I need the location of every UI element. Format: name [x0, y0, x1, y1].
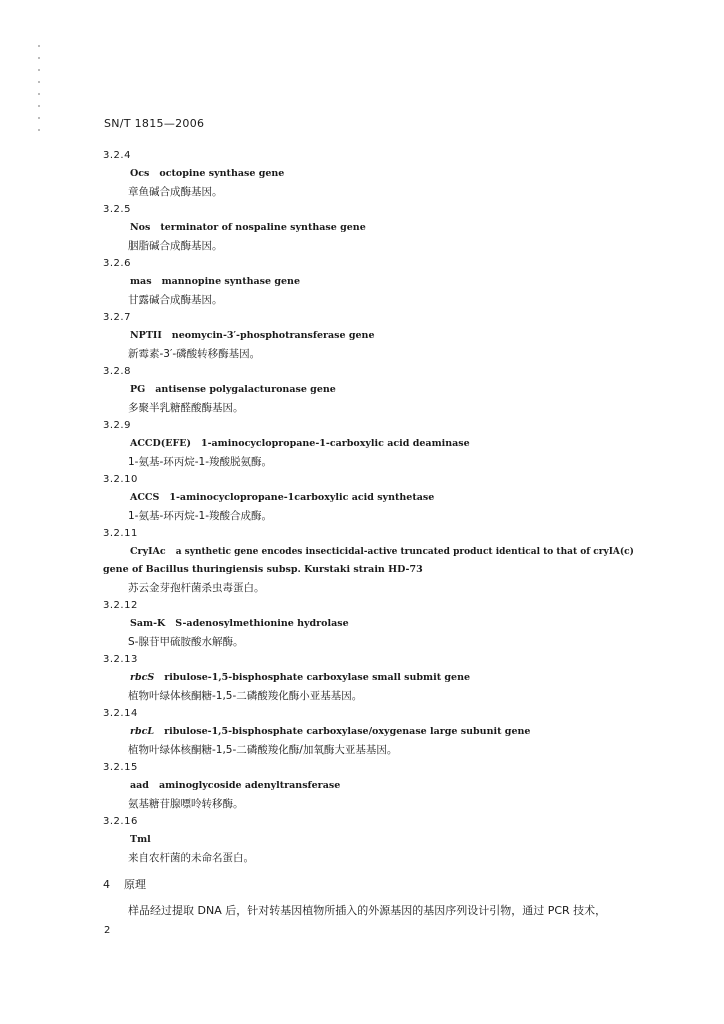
- definition-entry: [0, 813, 724, 867]
- entry-abbr: NPTII: [130, 330, 162, 341]
- entry-chinese: 植物叶绿体核酮糖-1,5-二磷酸羧化酶/加氧酶大亚基基因。: [128, 744, 398, 756]
- entry-english: [0, 543, 724, 561]
- entry-english: [0, 165, 724, 183]
- entry-number: 3.2.8: [103, 366, 131, 377]
- entry-chinese: 多聚半乳糖醛酸酶基因。: [128, 402, 244, 414]
- entry-chinese: 植物叶绿体核酮糖-1,5-二磷酸羧化酶小亚基基因。: [128, 690, 363, 702]
- entry-number: 3.2.11: [103, 528, 138, 539]
- entry-term: ribulose-1,5-bisphosphate carboxylase small submit gene: [164, 672, 471, 683]
- definition-entry-cry: [0, 525, 724, 597]
- standard-code-header: SN/T 1815—2006: [104, 117, 205, 130]
- definition-entry: [0, 255, 724, 309]
- entry-chinese: 苏云金芽孢杆菌杀虫毒蛋白。: [128, 582, 265, 594]
- entry-english: [0, 669, 724, 687]
- definition-entry: [0, 759, 724, 813]
- entry-english: [0, 381, 724, 399]
- entry-number: 3.2.10: [103, 474, 138, 485]
- entry-chinese: 氨基糖苷腺嘌呤转移酶。: [128, 798, 244, 810]
- binding-marks: [38, 45, 40, 155]
- entry-term-line2: gene of Bacillus thuringiensis subsp. Kurstaki strain HD-73: [103, 564, 423, 575]
- entry-chinese: 1-氨基-环丙烷-1-羧酸脱氨酶。: [128, 456, 273, 468]
- entry-chinese: 1-氨基-环丙烷-1-羧酸合成酶。: [128, 510, 273, 522]
- page-number: 2: [104, 925, 111, 936]
- principle-paragraph: 样品经过提取 DNA 后，针对转基因植物所插入的外源基因的基因序列设计引物，通过 PCR 技术，: [128, 904, 607, 917]
- entry-chinese: 甘露碱合成酶基因。: [128, 294, 223, 306]
- entry-chinese: 胭脂碱合成酶基因。: [128, 240, 223, 252]
- entry-english: [0, 219, 724, 237]
- entry-term: octopine synthase gene: [159, 168, 285, 179]
- entry-number: 3.2.14: [103, 708, 138, 719]
- entry-chinese: 章鱼碱合成酶基因。: [128, 186, 223, 198]
- entry-english: [0, 831, 724, 849]
- entry-term: S-adenosylmethionine hydrolase: [175, 618, 349, 629]
- definition-entry: [0, 309, 724, 363]
- entry-number: 3.2.15: [103, 762, 138, 773]
- entry-abbr: aad: [130, 780, 149, 791]
- entry-english: [0, 489, 724, 507]
- section-heading: [103, 876, 146, 892]
- definition-entry: [0, 147, 724, 201]
- entry-english: [0, 615, 724, 633]
- entry-number: 3.2.6: [103, 258, 131, 269]
- entry-chinese: S-腺苷甲硫胺酸水解酶。: [128, 636, 244, 648]
- entry-abbr: PG: [130, 384, 146, 395]
- entry-number: 3.2.5: [103, 204, 131, 215]
- entry-number: 3.2.4: [103, 150, 131, 161]
- entry-abbr: rbcS: [130, 672, 155, 683]
- entry-term-line1: a synthetic gene encodes insecticidal-active truncated product identical to that of cryIA(c): [175, 547, 634, 557]
- entry-number: 3.2.16: [103, 816, 138, 827]
- definition-entry: [0, 363, 724, 417]
- entry-english: [0, 273, 724, 291]
- definition-entry: [0, 201, 724, 255]
- entry-number: 3.2.13: [103, 654, 138, 665]
- entry-english: [0, 777, 724, 795]
- entry-term: terminator of nospaline synthase gene: [160, 222, 366, 233]
- entry-abbr: rbcL: [130, 726, 155, 737]
- definition-entry: [0, 471, 724, 525]
- definition-entry: [0, 417, 724, 471]
- entry-term: aminoglycoside adenyltransferase: [158, 780, 341, 791]
- entry-abbr: CryIAc: [130, 546, 166, 557]
- definition-entry: [0, 597, 724, 651]
- entry-abbr: mas: [130, 276, 152, 287]
- entry-number: 3.2.7: [103, 312, 131, 323]
- entry-abbr: ACCS: [130, 492, 160, 503]
- entry-english: [0, 723, 724, 741]
- entry-term: 1-aminocyclopropane-1carboxylic acid synthetase: [169, 492, 435, 503]
- section-title: 原理: [124, 878, 146, 891]
- definition-entry: [0, 705, 724, 759]
- entry-term: neomycin-3′-phosphotransferase gene: [171, 330, 375, 341]
- entry-abbr: Sam-K: [130, 618, 166, 629]
- entry-english: [0, 435, 724, 453]
- entry-abbr: ACCD(EFE): [130, 438, 191, 449]
- entry-chinese: 来自农杆菌的未命名蛋白。: [128, 852, 254, 864]
- entry-abbr: Ocs: [130, 168, 150, 179]
- definitions-list: [0, 147, 724, 867]
- section-number: 4: [103, 878, 110, 891]
- entry-abbr: Nos: [130, 222, 151, 233]
- entry-abbr: Tml: [130, 834, 151, 845]
- entry-term: ribulose-1,5-bisphosphate carboxylase/oxygenase large subunit gene: [164, 726, 531, 737]
- entry-english: [0, 327, 724, 345]
- entry-number: 3.2.12: [103, 600, 138, 611]
- entry-term: antisense polygalacturonase gene: [155, 384, 336, 395]
- entry-number: 3.2.9: [103, 420, 131, 431]
- entry-term: mannopine synthase gene: [161, 276, 300, 287]
- entry-term: 1-aminocyclopropane-1-carboxylic acid deaminase: [200, 438, 470, 449]
- definition-entry: [0, 651, 724, 705]
- entry-chinese: 新霉素-3′-磷酸转移酶基因。: [128, 348, 261, 360]
